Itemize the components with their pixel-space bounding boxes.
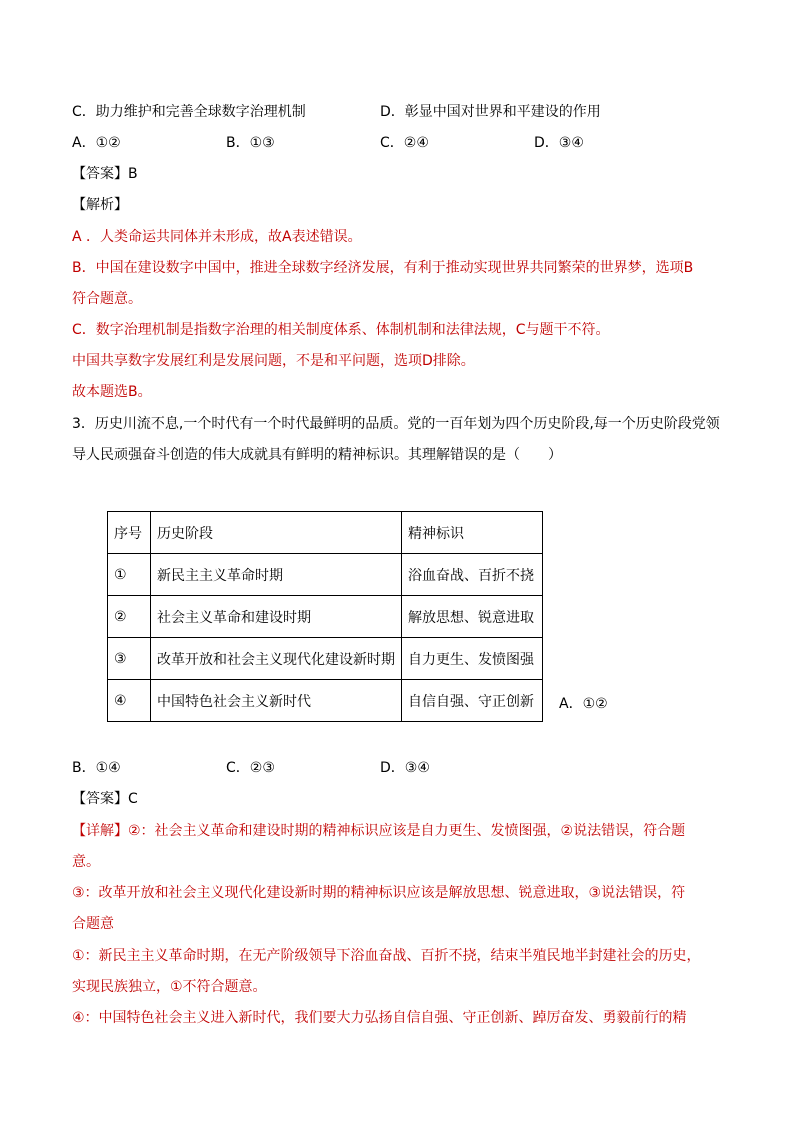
- detail-line: 【详解】②：社会主义革命和建设时期的精神标识应该是自力更生、发愤图强，②说法错误，符合题: [72, 823, 686, 839]
- table-cell: ①: [108, 554, 151, 596]
- q3-choice-b: B．①④: [72, 760, 121, 776]
- table-row: [108, 596, 543, 638]
- detail-line: ③：改革开放和社会主义现代化建设新时期的精神标识应该是解放思想、锐意进取，③说法错误，符: [72, 885, 686, 901]
- table-cell: ④: [108, 680, 151, 722]
- table-header-cell: 序号: [108, 512, 151, 554]
- analysis-line: A ．人类命运共同体并未形成，故A表述错误。: [72, 229, 362, 245]
- choice-d: D．③④: [534, 135, 584, 151]
- option-c: C．助力维护和完善全球数字治理机制: [72, 104, 306, 120]
- choice-a: A．①②: [72, 135, 121, 151]
- table-header-cell: 历史阶段: [151, 512, 402, 554]
- detail-line: ④：中国特色社会主义进入新时代，我们要大力弘扬自信自强、守正创新、踔厉奋发、勇毅前行的精: [72, 1010, 687, 1026]
- q3-stem-line: 3．历史川流不息,一个时代有一个时代最鲜明的品质。党的一百年划为四个历史阶段,每一个历史阶段党领: [72, 416, 720, 432]
- table-row: [108, 638, 543, 680]
- table-cell: 自信自强、守正创新: [402, 680, 543, 722]
- table-header-cell: 精神标识: [402, 512, 543, 554]
- q3-choice-d: D．③④: [380, 760, 430, 776]
- table-cell: 新民主主义革命时期: [151, 554, 402, 596]
- analysis-line: 符合题意。: [72, 291, 142, 307]
- table-cell: 自力更生、发愤图强: [402, 638, 543, 680]
- detail-line: 意。: [72, 854, 100, 870]
- detail-line: 实现民族独立，①不符合题意。: [72, 979, 267, 995]
- analysis-line: B．中国在建设数字中国中，推进全球数字经济发展，有利于推动实现世界共同繁荣的世界梦，选项B: [72, 260, 694, 276]
- analysis-line: C．数字治理机制是指数字治理的相关制度体系、体制机制和法律法规，C与题干不符。: [72, 322, 610, 338]
- detail-line: ①：新民主主义革命时期，在无产阶级领导下浴血奋战、百折不挠，结束半殖民地半封建社会的历史，: [72, 948, 701, 964]
- table-header-row: [108, 512, 543, 554]
- table-cell: 解放思想、锐意进取: [402, 596, 543, 638]
- analysis-line: 中国共享数字发展红利是发展问题，不是和平问题，选项D排除。: [72, 353, 475, 369]
- q2-analysis-label: 【解析】: [72, 197, 128, 213]
- table-cell: ②: [108, 596, 151, 638]
- table-row: [108, 680, 543, 722]
- choice-b: B．①③: [226, 135, 275, 151]
- history-stages-table: [107, 511, 543, 722]
- table-row: [108, 554, 543, 596]
- option-d: D．彰显中国对世界和平建设的作用: [380, 104, 601, 120]
- q3-choice-c: C．②③: [226, 760, 275, 776]
- analysis-line: 故本题选B。: [72, 384, 152, 400]
- choice-c: C．②④: [380, 135, 429, 151]
- table-cell: 中国特色社会主义新时代: [151, 680, 402, 722]
- q3-choice-a: A．①②: [559, 696, 608, 712]
- q3-answer: 【答案】C: [72, 791, 138, 807]
- table-cell: 社会主义革命和建设时期: [151, 596, 402, 638]
- q2-answer: 【答案】B: [72, 166, 138, 182]
- table-cell: 改革开放和社会主义现代化建设新时期: [151, 638, 402, 680]
- detail-line: 合题意: [72, 916, 114, 932]
- q3-stem-line: 导人民顽强奋斗创造的伟大成就具有鲜明的精神标识。其理解错误的是（ ）: [72, 447, 562, 463]
- table-cell: ③: [108, 638, 151, 680]
- table-cell: 浴血奋战、百折不挠: [402, 554, 543, 596]
